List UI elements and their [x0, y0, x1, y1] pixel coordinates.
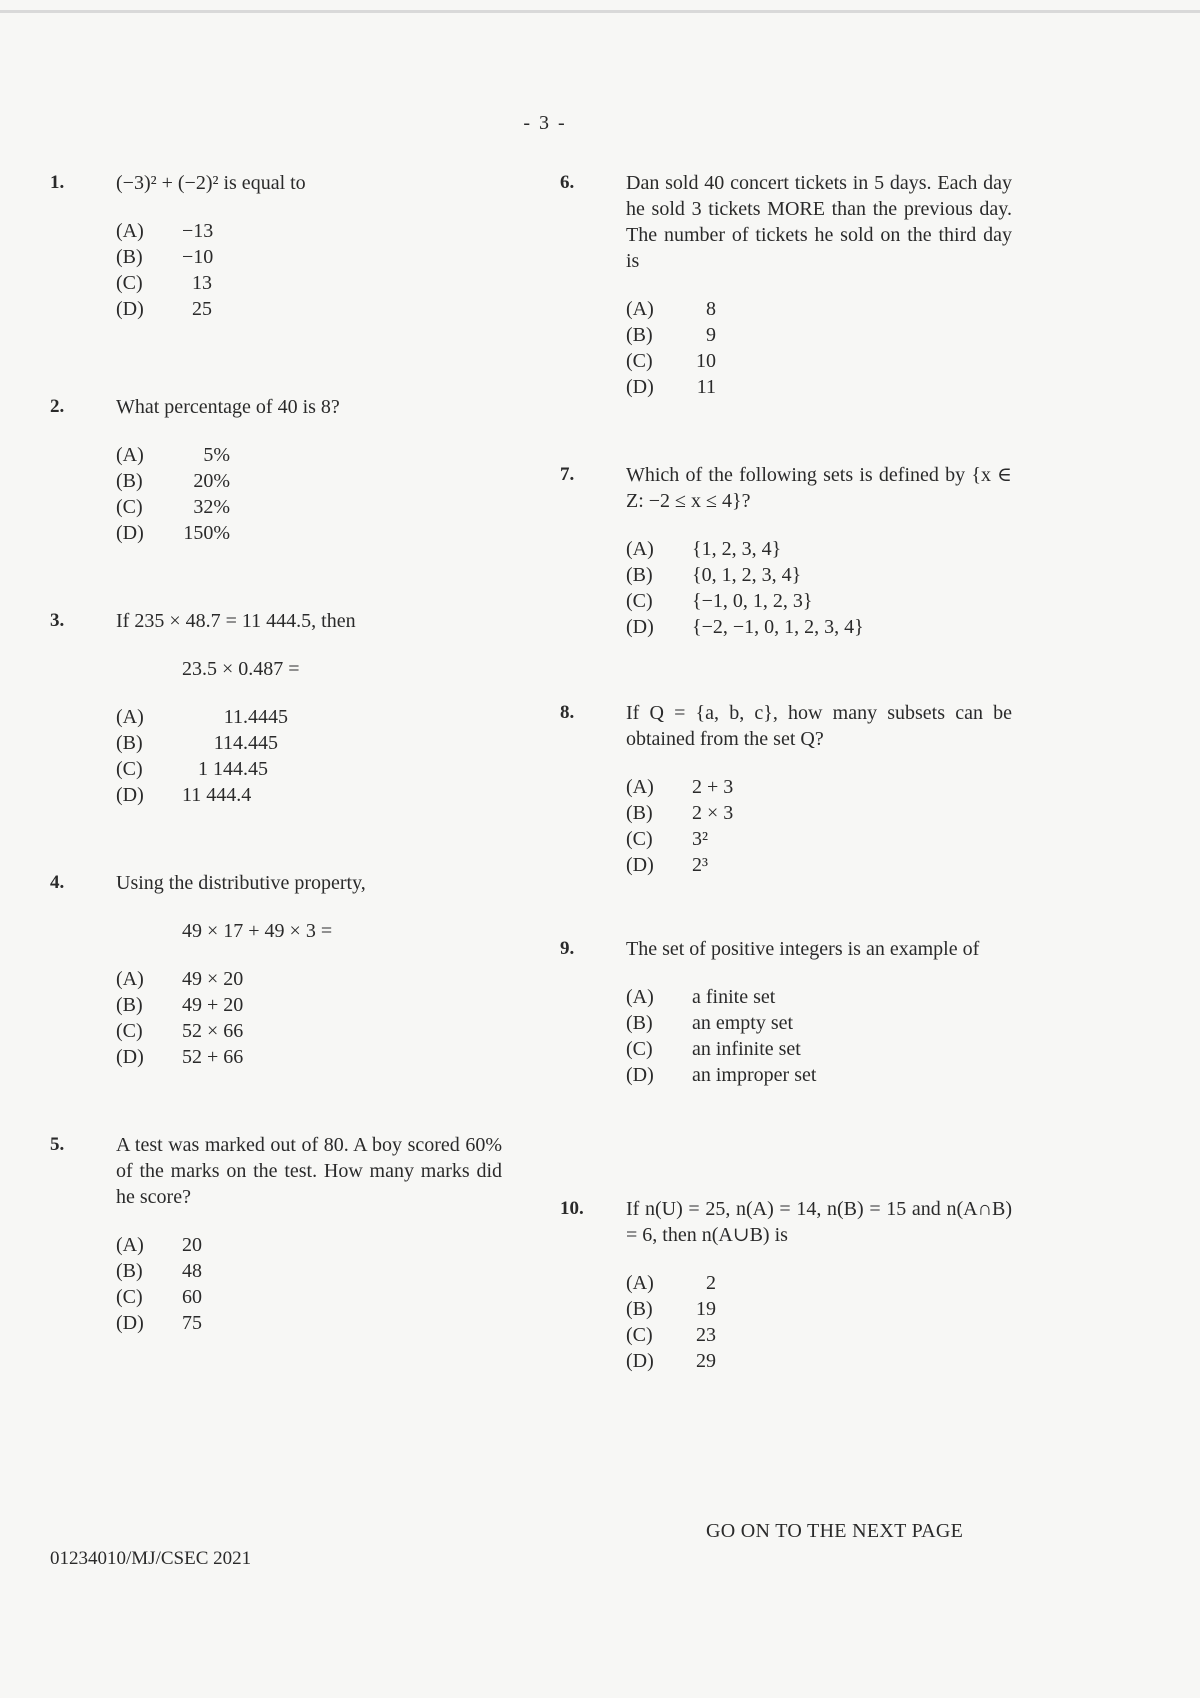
question-expression: 23.5 × 0.487 =	[182, 658, 300, 680]
option[interactable]: (A) 11.4445	[116, 706, 288, 728]
options-list	[626, 296, 1020, 400]
top-rule	[0, 10, 1200, 13]
question-2	[50, 394, 510, 546]
question-number: 9.	[560, 938, 575, 959]
question-text: If Q = {a, b, c}, how many subsets can be obtained from the set Q?	[626, 702, 1012, 750]
option[interactable]: (C) 1 144.45	[116, 758, 268, 780]
options-list	[626, 984, 1020, 1088]
options-list	[116, 966, 510, 1070]
option[interactable]: (B) an empty set	[626, 1012, 794, 1034]
option[interactable]: (D) 75	[116, 1312, 202, 1334]
option[interactable]: (A) 2	[626, 1272, 716, 1294]
options-list	[626, 774, 1020, 878]
option[interactable]: (B) 9	[626, 324, 716, 346]
question-text: If 235 × 48.7 = 11 444.5, then	[116, 610, 356, 632]
option[interactable]: (A) 5%	[116, 444, 230, 466]
question-number: 7.	[560, 464, 575, 485]
question-text: What percentage of 40 is 8?	[116, 396, 340, 418]
question-number: 5.	[50, 1134, 65, 1155]
question-number: 8.	[560, 702, 575, 723]
question-8	[560, 700, 1020, 878]
option[interactable]: (A) 2 + 3	[626, 776, 734, 798]
question-number: 6.	[560, 172, 575, 193]
option[interactable]: (A) a finite set	[626, 986, 776, 1008]
option[interactable]: (D) 52 + 66	[116, 1046, 244, 1068]
option[interactable]: (D) 150%	[116, 522, 230, 544]
option[interactable]: (D) 11	[626, 376, 716, 398]
question-1	[50, 170, 510, 322]
paper-code: 01234010/MJ/CSEC 2021	[50, 1548, 252, 1569]
option[interactable]: (C) 13	[116, 272, 212, 294]
question-5	[50, 1132, 510, 1336]
question-expression: 49 × 17 + 49 × 3 =	[182, 920, 333, 942]
option[interactable]: (C) an infinite set	[626, 1038, 801, 1060]
question-4	[50, 870, 510, 1070]
question-number: 4.	[50, 872, 65, 893]
option[interactable]: (B) 48	[116, 1260, 202, 1282]
option[interactable]: (D) 11 444.4	[116, 784, 252, 806]
question-number: 1.	[50, 172, 65, 193]
option[interactable]: (B) 2 × 3	[626, 802, 734, 824]
option[interactable]: (B) 19	[626, 1298, 716, 1320]
question-text: A test was marked out of 80. A boy scored 60% of the marks on the test. How many marks did he score?	[116, 1134, 502, 1208]
question-3	[50, 608, 510, 808]
option[interactable]: (C) 23	[626, 1324, 716, 1346]
question-9	[560, 936, 1020, 1088]
question-6	[560, 170, 1020, 400]
question-number: 2.	[50, 396, 65, 417]
option[interactable]: (D) 29	[626, 1350, 716, 1372]
option[interactable]: (B) {0, 1, 2, 3, 4}	[626, 564, 802, 586]
option[interactable]: (A) 8	[626, 298, 716, 320]
option[interactable]: (C) 60	[116, 1286, 202, 1308]
question-text: The set of positive integers is an example of	[626, 938, 980, 960]
option[interactable]: (A) {1, 2, 3, 4}	[626, 538, 782, 560]
go-on-next-page: GO ON TO THE NEXT PAGE	[706, 1520, 964, 1542]
option[interactable]: (C) 10	[626, 350, 716, 372]
option[interactable]: (D) {−2, −1, 0, 1, 2, 3, 4}	[626, 616, 864, 638]
question-text: Which of the following sets is defined by {x ∈ Z: −2 ≤ x ≤ 4}?	[626, 464, 1012, 512]
option[interactable]: (B) 114.445	[116, 732, 278, 754]
options-list	[116, 218, 510, 322]
options-list	[116, 1232, 510, 1336]
question-text: (−3)² + (−2)² is equal to	[116, 172, 306, 194]
options-list	[116, 442, 510, 546]
option[interactable]: (B) 49 + 20	[116, 994, 244, 1016]
question-number: 10.	[560, 1198, 584, 1219]
question-number: 3.	[50, 610, 65, 631]
question-text: If n(U) = 25, n(A) = 14, n(B) = 15 and n(A∩B) = 6, then n(A∪B) is	[626, 1198, 1012, 1246]
option[interactable]: (C) 32%	[116, 496, 230, 518]
option[interactable]: (D) 25	[116, 298, 212, 320]
option[interactable]: (B) −10	[116, 246, 214, 268]
question-text: Dan sold 40 concert tickets in 5 days. Each day he sold 3 tickets MORE than the previous day. The number of tickets he sold on the third day is	[626, 172, 1012, 272]
options-list	[116, 704, 510, 808]
option[interactable]: (A) 20	[116, 1234, 202, 1256]
option[interactable]: (A) 49 × 20	[116, 968, 244, 990]
question-10	[560, 1196, 1020, 1374]
option[interactable]: (D) an improper set	[626, 1064, 817, 1086]
page-number: - 3 -	[523, 112, 567, 134]
options-list	[626, 1270, 1020, 1374]
question-text: Using the distributive property,	[116, 872, 366, 894]
option[interactable]: (D) 2³	[626, 854, 708, 876]
option[interactable]: (A) −13	[116, 220, 214, 242]
question-7	[560, 462, 1020, 640]
option[interactable]: (C) 3²	[626, 828, 708, 850]
option[interactable]: (C) 52 × 66	[116, 1020, 244, 1042]
option[interactable]: (B) 20%	[116, 470, 230, 492]
options-list	[626, 536, 1020, 640]
option[interactable]: (C) {−1, 0, 1, 2, 3}	[626, 590, 813, 612]
